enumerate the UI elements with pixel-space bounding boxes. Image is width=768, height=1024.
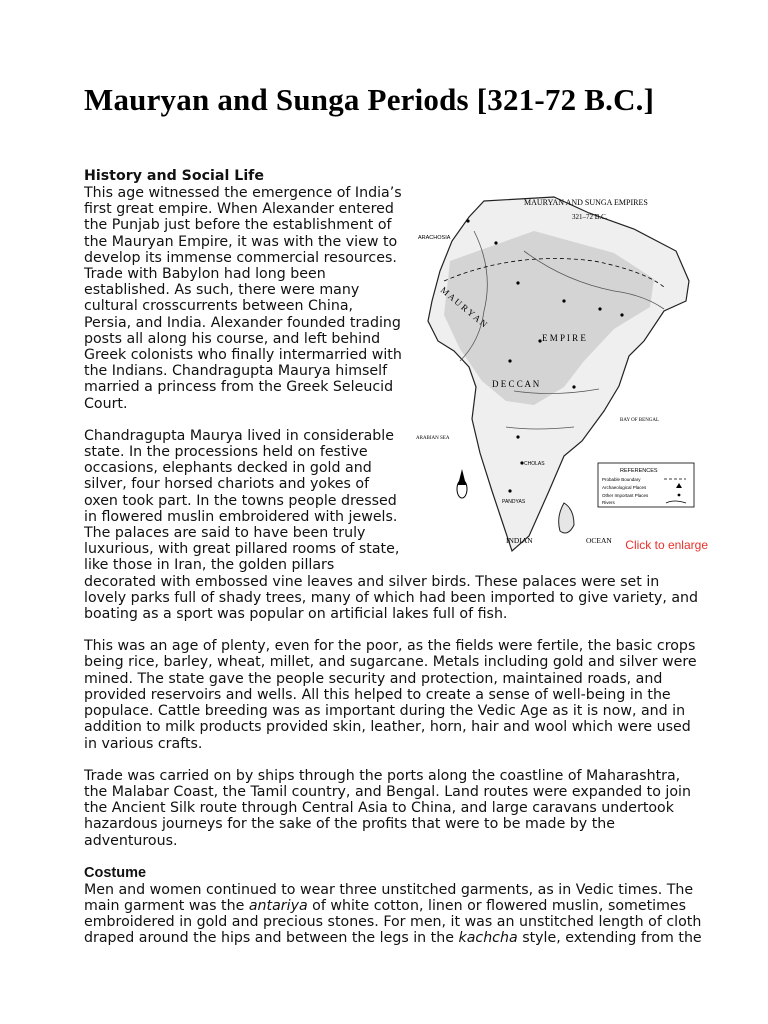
article-body xyxy=(84,168,708,963)
label-mauryan: M A U R Y A N xyxy=(438,284,490,330)
click-to-enlarge-link[interactable]: Click to enlarge xyxy=(625,537,708,552)
text-fragment: Men and women continued to wear three unstitched garments, as in Vedic times. The main garment was the xyxy=(84,881,694,914)
paragraph: This was an age of plenty, even for the poor, as the fields were fertile, the basic crops being rice, barley, wheat, millet, and sugarcane. Metals including gold and silver were mined. The state gave the people security and protection, maintained roads, and provided reservoirs and wells. All this helped to create a sense of well-being in the populace. Cattle breeding was as important during the Vedic Age as it is now, and in addition to milk products provided skin, leather, horn, hair and wool which were used in various crafts. xyxy=(84,638,697,752)
legend-item: Other Important Places xyxy=(602,493,649,498)
map-legend xyxy=(598,463,694,507)
label-arabian-sea: ARABIAN SEA xyxy=(416,436,450,441)
map-figure[interactable] xyxy=(414,191,712,561)
page-title: Mauryan and Sunga Periods [321-72 B.C.] xyxy=(84,82,655,117)
section-heading-costume: Costume xyxy=(84,864,147,881)
text-fragment: style, extending from the xyxy=(517,930,702,947)
paragraph: Trade was carried on by ships through the ports along the coastline of Maharashtra, the Malabar Coast, the Tamil country, and Bengal. Land routes were expanded to join the Ancient Silk route through Central Asia to China, and large caravans undertook hazardous journeys for the sake of the profits that were to be made by the adventurous. xyxy=(84,767,691,849)
term-antariya: antariya xyxy=(248,897,308,914)
legend-item: Probable Boundary xyxy=(602,477,641,482)
label-indian: INDIAN xyxy=(506,536,533,545)
paragraph: This age witnessed the emergence of India’s first great empire. When Alexander entered the Punjab just before the establishment of the Mauryan Empire, it was with the view to develop its immense commercial resources. Trade with Babylon had long been established. As such, there were many cultural crosscurrents between China, Persia, and India. Alexander founded trading posts all along his course, and left behind Greek colonists who finally intermarried with the Indians. Chandragupta Maurya himself married a princess from the Greek Seleucid Court. xyxy=(84,185,402,412)
term-kachcha: kachcha xyxy=(458,930,518,947)
legend-title: REFERENCES xyxy=(620,468,658,474)
text-fragment: of white cotton, linen or flowered muslin, sometimes embroidered in gold and precious stones. For men, it was an unstitched length of cloth draped around the hips and between the legs in the xyxy=(84,897,702,947)
label-empire: E M P I R E xyxy=(542,333,586,343)
label-pandyas: PANDYAS xyxy=(502,499,526,505)
paragraph: Chandragupta Maurya lived in considerable state. In the processions held on festive occasions, elephants decked in gold and silver, four horsed chariots and yokes of oxen took part. In the towns people dressed in flowered muslin embroidered with jewels. The palaces are said to have been truly luxurious, with great pillared rooms of state, like those in Iran, the golden pillars decorated with embossed vine leaves and silver birds. These palaces were set in lovely parks full of shady trees, many of which had been imported to give variety, and boating as a sport was popular on artificial lakes full of fish. xyxy=(84,427,699,623)
label-arachosia: ARACHOSIA xyxy=(418,235,451,241)
paragraph-costume xyxy=(84,882,704,947)
map-image[interactable] xyxy=(414,191,712,561)
map-title-1: MAURYAN AND SUNGA EMPIRES xyxy=(524,198,648,207)
section-heading-history: History and Social Life xyxy=(84,168,264,184)
label-deccan: D E C C A N xyxy=(492,379,540,389)
legend-item: Archaeological Places xyxy=(602,485,647,490)
legend-item: Rivers xyxy=(602,500,615,505)
label-cholas: CHOLAS xyxy=(524,461,545,467)
map-title-2: 321–72 B.C. xyxy=(572,213,608,221)
label-bay-of-bengal: BAY OF BENGAL xyxy=(620,418,660,423)
label-ocean: OCEAN xyxy=(586,536,612,545)
